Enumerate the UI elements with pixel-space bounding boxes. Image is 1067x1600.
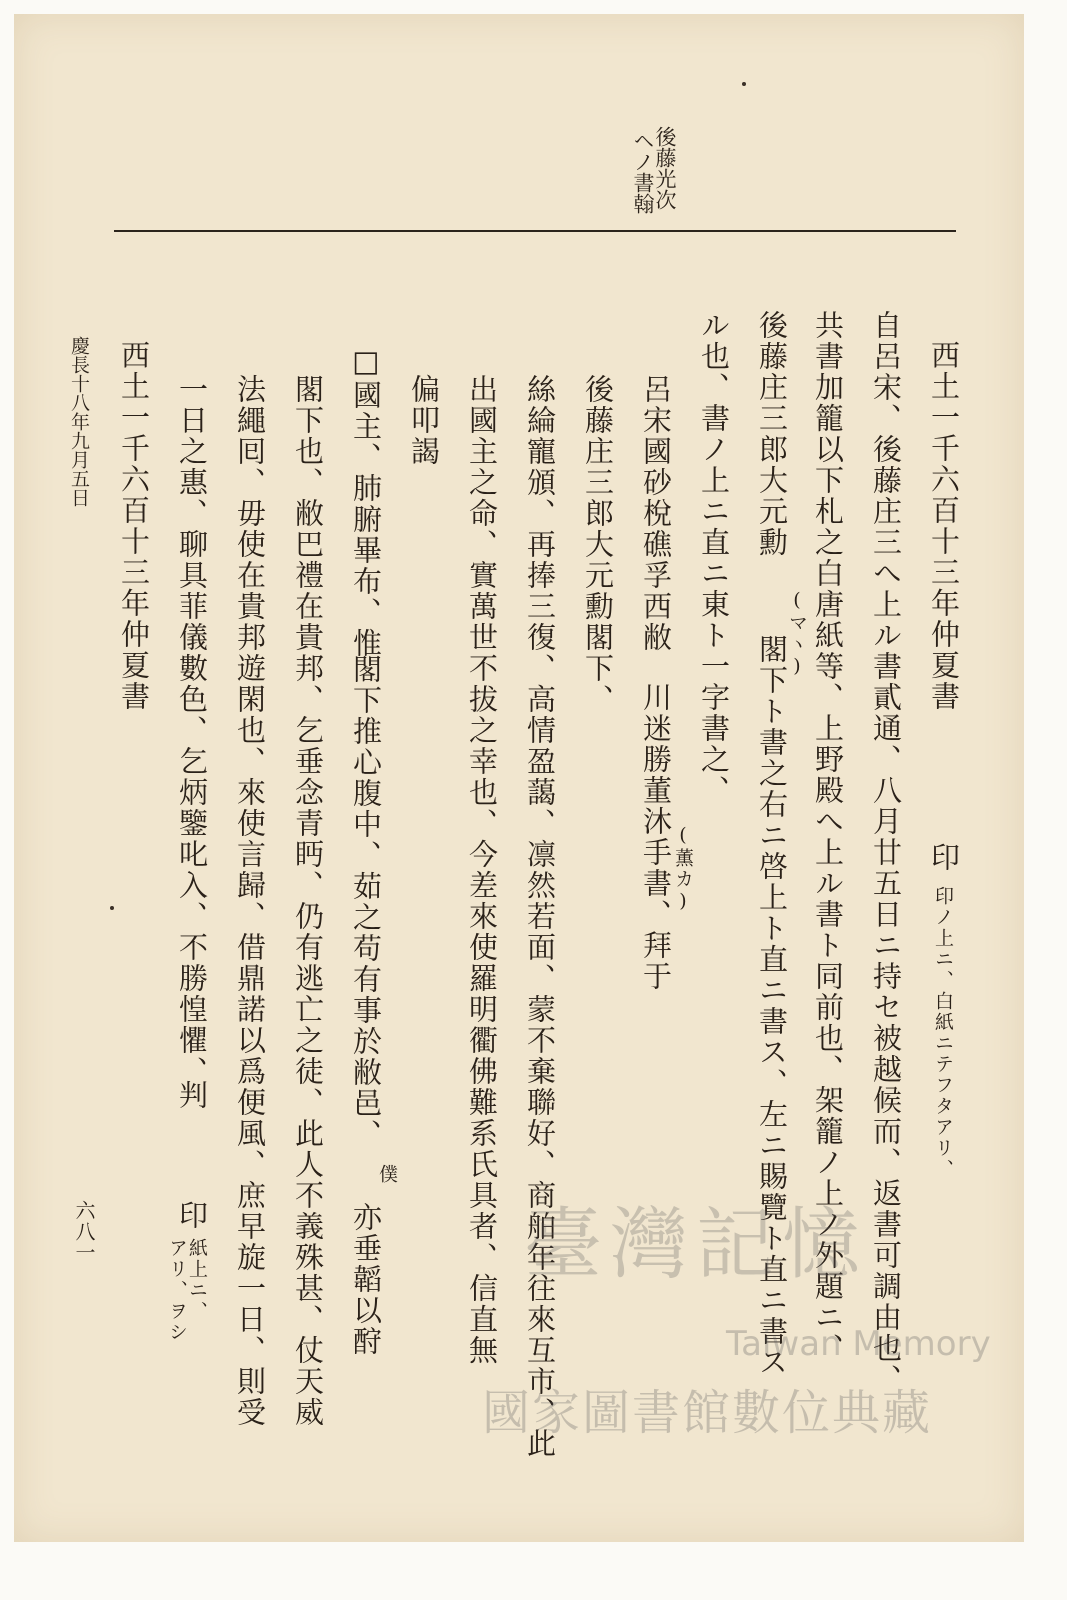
text-column-8: 絲綸寵頒、再捧三復、高情盈藹、凛然若面、蒙不棄聯好、商舶年往來互市、此 [523,374,557,1459]
text-column-5: ル也、書ノ上ニ直ニ東ト一字書之、 [697,310,731,806]
seal-mark: 印 [927,842,961,873]
annotation-note: 僕 [376,1164,398,1185]
annotation-note: (マヽ) [786,589,808,679]
header-rule [114,230,956,232]
text-column-11b: 閣下推心腹中、茹之苟有事於敝邑、 [349,654,383,1150]
paper-speck [742,82,746,86]
watermark-logo: 臺灣記憶 [524,1200,869,1290]
header-title-line2: ヘノ書翰 [631,130,655,214]
text-column-7: 後藤庄三郎大元勳閣下、 [581,374,615,715]
text-column-4b: 閣下ト書之右ニ啓上ト直ニ書ス、左ニ賜覽ト直ニ書ス [755,634,789,1378]
text-column-3: 共書加籠以下札之白唐紙等、上野殿へ上ル書ト同前也、架籠ノ上ノ外題ニ、 [811,310,845,1364]
text-column-10: 偏叩謁 [407,374,441,467]
text-column-6b: 川迷勝董沐手書、拜于 [639,682,673,992]
margin-date: 慶長十八年九月五日 [68,336,90,507]
text-column-15: 西土一千六百十三年仲夏書 [117,340,151,712]
text-column-12: 閣下也、敝巴禮在貴邦、乞垂念青眄、仍有逃亡之徒、此人不義殊甚、仗天威 [291,374,325,1428]
text-column-6a: 呂宋國砂梲礁孚西敝 [639,374,673,653]
annotation-note: 印ノ上ニ、白紙ニテフタアリ、 [932,886,954,1180]
text-column-4a: 後藤庄三郎大元勳 [755,310,789,558]
text-column-11a: □國主、肺腑畢布、惟 [349,344,383,659]
seal-mark: 印 [175,1200,209,1231]
text-column-11c: 亦垂韜以酧 [349,1202,383,1357]
judgement-mark: 判 [175,1080,209,1111]
watermark-library: 國家圖書館數位典藏 [482,1385,933,1441]
annotation-note: 紙上ニ、 [186,1238,208,1322]
text-column-14: 一日之惠、聊具菲儀數色、乞炳鑒叱入、不勝惶懼、 [175,374,209,1087]
header-title-line1: 後藤光次 [653,126,677,210]
document-page [14,14,1024,1542]
watermark-english: Taiwan Memory [726,1324,991,1364]
annotation-note: (薫カ) [672,824,694,914]
page-number: 六八一 [72,1200,96,1263]
annotation-note: アリ、ヲシ [166,1238,188,1343]
text-column-9: 出國主之命、實萬世不拔之幸也、今差來使羅明衢佛難系氏具者、信直無 [465,374,499,1366]
text-column-2: 自呂宋、後藤庄三へ上ル書貳通、八月廿五日ニ持セ被越候而、返書可調由也、 [869,310,903,1395]
text-column-1: 西土一千六百十三年仲夏書 [927,340,961,712]
paper-speck [110,906,114,910]
text-column-13: 法繩囘、毋使在貴邦遊閑也、來使言歸、借鼎諾以爲便風、庶早旋一日、則受 [233,374,267,1428]
